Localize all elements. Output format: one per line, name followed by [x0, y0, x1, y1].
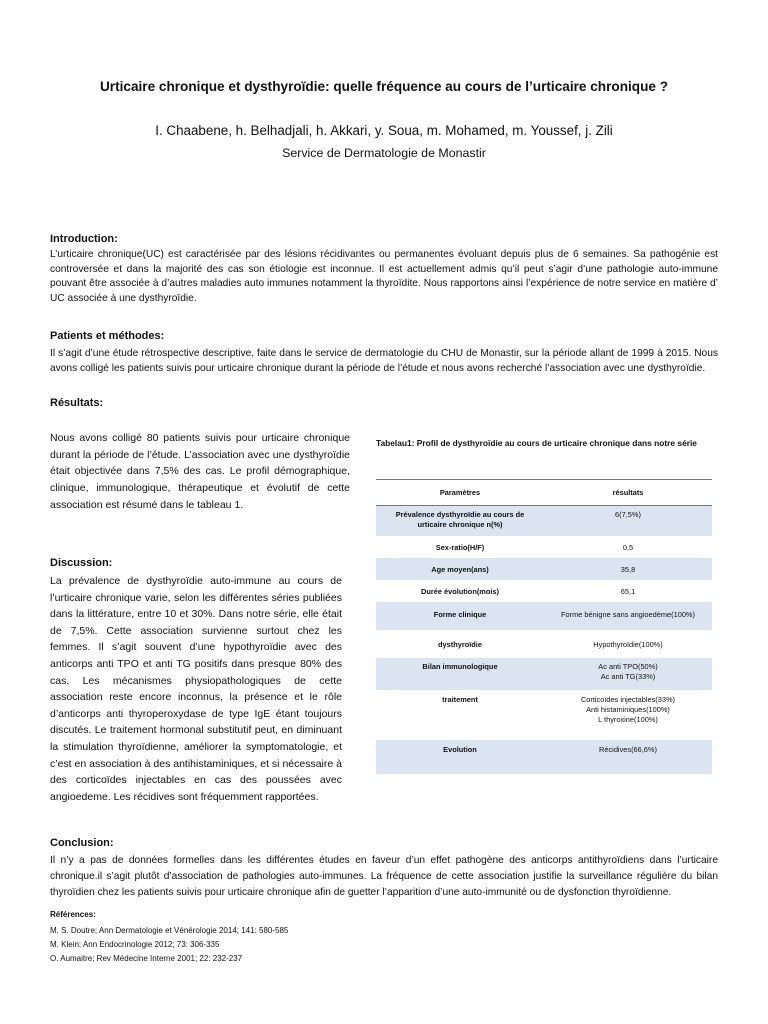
- table-header-row: [376, 480, 712, 506]
- table-cell-param: Sex-ratio(H/F): [435, 543, 485, 552]
- table-row: [376, 558, 712, 580]
- affiliation: Service de Dermatologie de Monastir: [282, 146, 486, 160]
- results-heading: Résultats:: [50, 397, 104, 409]
- table-row: [376, 536, 712, 558]
- reference-item: M. S. Doutre; Ann Dermatologie et Vénérologie 2014; 141: 580-585: [50, 926, 289, 935]
- table-cell-result: 0,5: [622, 543, 634, 552]
- results-table: [376, 479, 712, 774]
- references-list: [50, 924, 288, 967]
- table-header-param: Paramètres: [439, 488, 481, 497]
- table-row: [376, 630, 712, 658]
- reference-item: M. Klein; Ann Endocrinologie 2012; 73: 306-335: [50, 940, 220, 950]
- discussion-text: La prévalence de dysthyroïdie auto-immune au cours de l’urticaire chronique varie, selon les différentes séries publiées dans la littérature, entre 10 et 30%. Dans notre série, elle était de 7,5%. Cette association survienne surtout chez les femmes. Il s’agit souvent d’une hypothyroïdie avec des anticorps anti TPO et anti TG positifs dans presque 80% des cas. Les mécanismes physiopathologiques de cette association reste encore inconnus, la présence et le rôle d’anticorps anti thyroperoxydase de type IgE étant toujours discutés. Le traitement hormonal substitutif peut, en diminuant la stimulation thyroïdienne, améliorer la symptomatologie, et c’est en association à des antihistaminiques, et si nécessaire à des corticoïdes injectables en cas des poussées avec angioedeme. Les récidives sont fréquemment rapportées.: [50, 575, 342, 803]
- table-cell-param: Age moyen(ans): [431, 565, 489, 574]
- table-row: [376, 580, 712, 602]
- table-row: [376, 506, 712, 536]
- table-cell-param: Durée évolution(mois): [420, 587, 500, 596]
- table-cell-result: Ac anti TPO(50%) Ac anti TG(33%): [598, 662, 658, 681]
- table-cell-param: dysthyroïdie: [438, 640, 482, 649]
- conclusion-heading: Conclusion:: [50, 837, 114, 849]
- table-cell-result: Forme bénigne sans angioedème(100%): [561, 610, 695, 619]
- reference-item: O. Aumaitre; Rev Médecine Interne 2001; 22: 232-237: [50, 954, 243, 964]
- table-cell-param: Prévalence dysthyroïdie au cours de urticaire chronique n(%): [395, 510, 525, 529]
- table-cell-param: Forme clinique: [433, 610, 487, 619]
- results-text: Nous avons colligé 80 patients suivis pour urticaire chronique durant la période de l’étude. L’association avec une dysthyroïdie était objectivée dans 7,5% des cas. Le profil démographique, clinique, immunologique, thérapeutique et évolutif de cette association est résumé dans le tableau 1.: [50, 432, 350, 511]
- paper-title: Urticaire chronique et dysthyroïdie: quelle fréquence au cours de l’urticaire chronique ?: [99, 79, 669, 94]
- table-header-result: résultats: [612, 488, 644, 497]
- table-cell-result: 6(7,5%): [615, 510, 641, 519]
- table-cell-result: 35,8: [620, 565, 636, 574]
- introduction-heading: Introduction:: [50, 233, 118, 245]
- references-heading: Références:: [50, 910, 96, 919]
- table-cell-param: traitement: [442, 695, 478, 704]
- discussion-heading: Discussion:: [50, 557, 113, 569]
- table-row: [376, 690, 712, 740]
- introduction-text: L’urticaire chronique(UC) est caractérisée par des lésions récidivantes ou permanentes évoluant depuis plus de 6 semaines. Sa pathogénie est controversée et dans la majorité des cas son étiologie est inconnue. Il est actuellement admis qu’il peut s’agir d’une pathologie auto-immune pouvant être associée à d’autres maladies auto immunes notamment la thyroïdite. Nous rapportons ainsi l’expérience de notre service en matière d’ UC associée à une dysthyroïdie.: [50, 249, 718, 304]
- table-cell-result: Récidives(66,6%): [599, 745, 657, 754]
- table-row: [376, 658, 712, 690]
- table-cell-param: Evolution: [443, 745, 477, 754]
- methods-text: Il s’agit d’une étude rétrospective descriptive, faite dans le service de dermatologie du CHU de Monastir, sur la période allant de 1999 à 2015. Nous avons colligé les patients suivis pour urticaire chronique durant la période de l’étude et nous avons recherché l’association avec une dysthyroïdie.: [50, 348, 718, 374]
- methods-heading: Patients et méthodes:: [50, 330, 165, 342]
- table-cell-result: Hypothyroïdie(100%): [593, 640, 663, 649]
- authors: I. Chaabene, h. Belhadjali, h. Akkari, y. Soua, m. Mohamed, m. Youssef, j. Zili: [155, 123, 613, 138]
- conclusion-text: Il n’y a pas de données formelles dans les différentes études en faveur d’un effet pathogène des anticorps antithyroïdiens dans l’urticaire chronique.il s’agit plutôt d’association de pathologies auto-immunes. La fréquence de cette association justifie la surveillance régulière du bilan thyroïdien chez les patients suivis pour urticaire chronique afin de guetter l’apparition d’une auto-immunité ou de dysfonction thyroïdienne.: [50, 855, 718, 899]
- table-cell-result: Corticoïdes injectables(33%) Anti histaminiques(100%) L thyroxine(100%): [580, 695, 676, 724]
- table-row: [376, 602, 712, 630]
- table-row: [376, 740, 712, 774]
- table-cell-result: 65,1: [620, 587, 636, 596]
- table-cell-param: Bilan immunologique: [422, 662, 498, 671]
- table-caption: Tabelau1: Profil de dysthyroïdie au cours de urticaire chronique dans notre série: [376, 438, 697, 448]
